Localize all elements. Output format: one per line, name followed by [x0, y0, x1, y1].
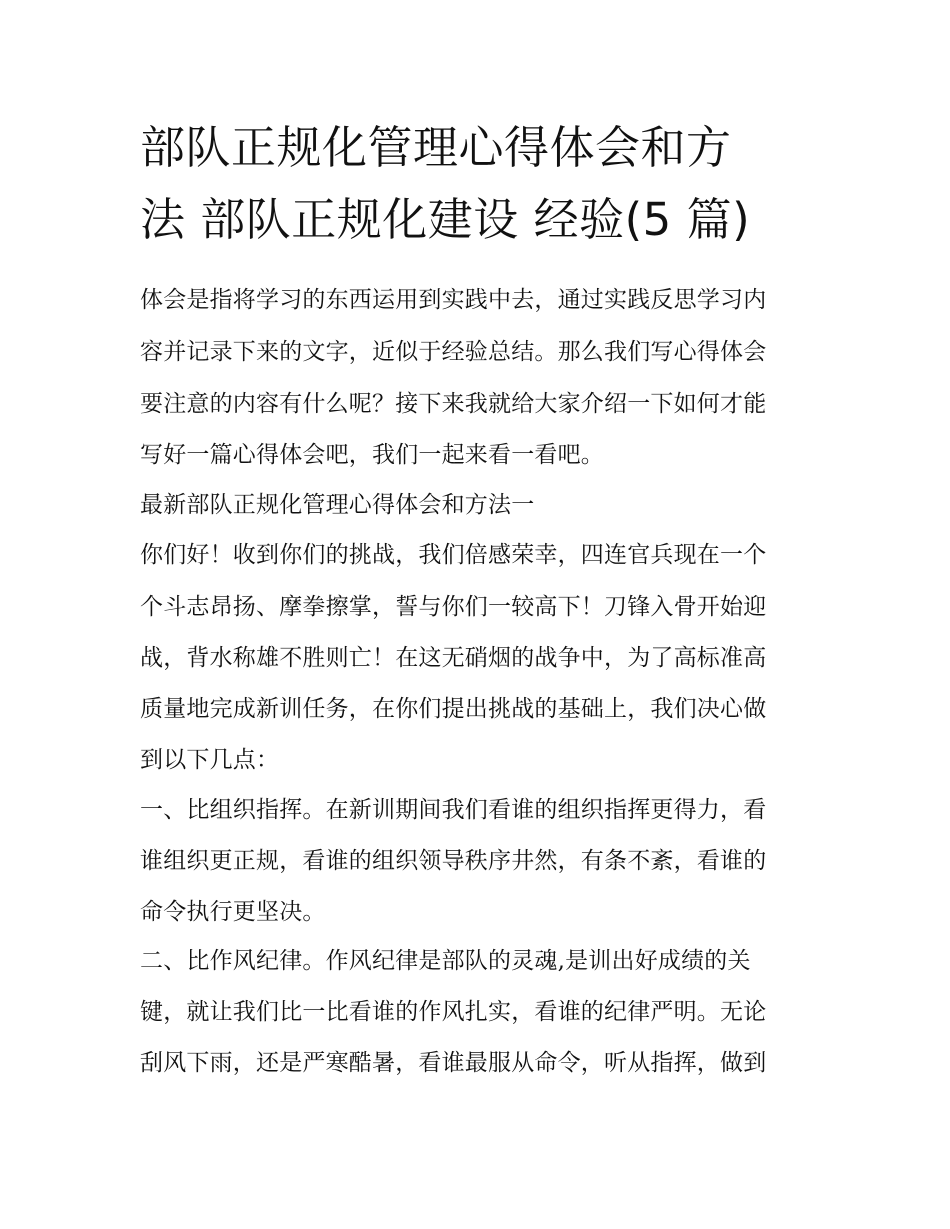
body-line-10: 到以下几点： [140, 747, 280, 773]
body-line-14: 二、比作风纪律。作风纪律是部队的灵魂,是训出好成绩的关 [140, 948, 751, 974]
body-line-1: 体会是指将学习的东西运用到实践中去，通过实践反思学习内 [140, 287, 767, 313]
document-title [140, 112, 820, 256]
body-line-7: 个斗志昂扬、摩拳擦掌，誓与你们一较高下！刀锋入骨开始迎 [140, 594, 767, 620]
body-line-11: 一、比组织指挥。在新训期间我们看谁的组织指挥更得力，看 [140, 797, 767, 823]
body-line-2: 容并记录下来的文字，近似于经验总结。那么我们写心得体会 [140, 339, 767, 365]
body-line-16: 刮风下雨，还是严寒酷暑，看谁最服从命令，听从指挥，做到 [140, 1050, 767, 1076]
title-line-2: 法 部队正规化建设 经验(5 篇) [140, 193, 751, 246]
body-line-6: 你们好！收到你们的挑战，我们倍感荣幸，四连官兵现在一个 [140, 542, 767, 568]
body-line-9: 质量地完成新训任务，在你们提出挑战的基础上，我们决心做 [140, 696, 767, 722]
body-line-8: 战，背水称雄不胜则亡！在这无硝烟的战争中，为了高标准高 [140, 645, 767, 671]
body-line-13: 命令执行更坚决。 [140, 899, 326, 925]
title-line-1: 部队正规化管理心得体会和方 [140, 121, 732, 174]
body-line-15: 键，就让我们比一比看谁的作风扎实，看谁的纪律严明。无论 [140, 999, 767, 1025]
body-line-4: 写好一篇心得体会吧，我们一起来看一看吧。 [140, 442, 604, 468]
section-heading: 最新部队正规化管理心得体会和方法一 [140, 492, 535, 518]
body-line-3: 要注意的内容有什么呢？接下来我就给大家介绍一下如何才能 [140, 391, 767, 417]
body-line-12: 谁组织更正规，看谁的组织领导秩序井然，有条不紊，看谁的 [140, 848, 767, 874]
